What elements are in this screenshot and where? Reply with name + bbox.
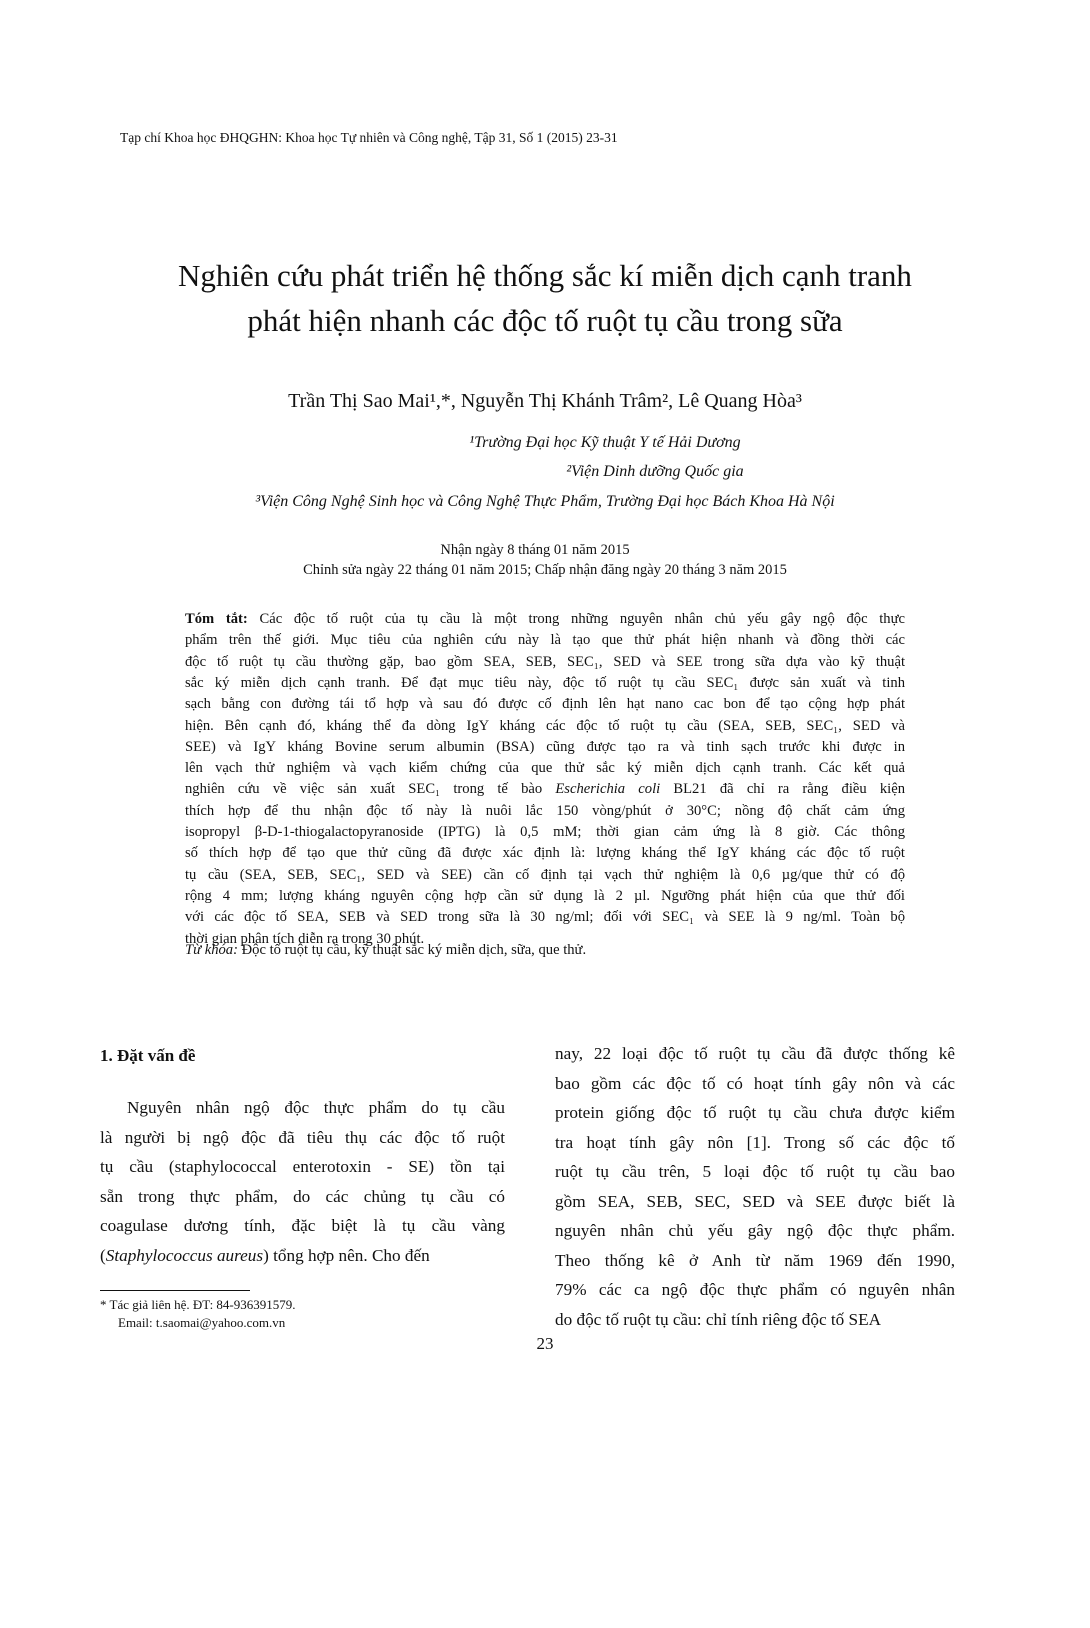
paper-title-line-1: Nghiên cứu phát triển hệ thống sắc kí miễn dịch cạnh tranh bbox=[178, 258, 912, 293]
keywords bbox=[185, 942, 586, 959]
authors: Trần Thị Sao Mai¹,*, Nguyễn Thị Khánh Trâm², Lê Quang Hòa³ bbox=[288, 390, 802, 412]
footnote-divider bbox=[100, 1290, 250, 1291]
text-line: tụ cầu (SEA, SEB, SEC₁, SED và SEE) cần cố định tại vạch thử nghiệm là 0,6 µg/que thử có độ bbox=[185, 866, 905, 883]
text-line: nghiên cứu về việc sản xuất SEC₁ trong tế bào Escherichia coli BL21 đã chỉ ra rằng điều kiện bbox=[185, 781, 905, 798]
text-line: 79% các ca ngộ độc thực phẩm có nguyên nhân bbox=[555, 1280, 955, 1299]
text-line: SEE) và IgY kháng Bovine serum albumin (BSA) cũng được tạo ra và tinh sạch trước khi được in bbox=[185, 738, 905, 755]
text-line: số thích hợp để tạo que thử cũng đã được xác định là: lượng kháng thể IgY kháng các độc tố ruột bbox=[185, 845, 905, 862]
text-line: Theo thống kê ở Anh từ năm 1969 đến 1990, bbox=[555, 1250, 955, 1270]
text-line: (Staphylococcus aureus) tổng hợp nên. Cho đến bbox=[100, 1245, 430, 1265]
text-line: hiện. Bên cạnh đó, kháng thể đa dòng IgY kháng các độc tố ruột tụ cầu (SEA, SEB, SEC₁, SED và bbox=[185, 717, 905, 734]
text-line: rộng 4 mm; lượng kháng nguyên cộng hợp cần sử dụng là 2 µl. Ngưỡng phát hiện của que thử đối bbox=[185, 887, 905, 904]
section-heading: 1. Đặt vấn đề bbox=[100, 1046, 196, 1065]
revised-accepted-date: Chỉnh sửa ngày 22 tháng 01 năm 2015; Chấp nhận đăng ngày 20 tháng 3 năm 2015 bbox=[303, 562, 787, 578]
text-line: sạch bằng con đường tái tổ hợp và sau đó được cố định lên hạt nano cac bon để tạo cộng hợp phát bbox=[185, 696, 905, 713]
text-line: tra hoạt tính gây nôn [1]. Trong số các độc tố bbox=[555, 1132, 955, 1152]
keywords-label: Từ khóa: bbox=[185, 942, 238, 958]
received-date: Nhận ngày 8 tháng 01 năm 2015 bbox=[440, 542, 630, 558]
text-line: do độc tố ruột tụ cầu: chỉ tính riêng độc tố SEA bbox=[555, 1309, 882, 1329]
affiliation-1: ¹Trường Đại học Kỹ thuật Y tế Hải Dương bbox=[469, 434, 741, 451]
text-line: protein giống độc tố ruột tụ cầu chưa được kiểm bbox=[555, 1103, 955, 1122]
text-line: phẩm trên thế giới. Mục tiêu của nghiên cứu này là tạo que thử phát hiện nhanh và đồng thời các bbox=[185, 632, 905, 649]
paper-title-line-2: phát hiện nhanh các độc tố ruột tụ cầu trong sữa bbox=[247, 303, 843, 338]
text-line: thích hợp để thu nhận độc tố này là nuôi lắc 150 vòng/phút ở 30°C; nồng độ chất cảm ứng bbox=[185, 802, 905, 819]
text-line: thời gian phân tích diễn ra trong 30 phút. bbox=[185, 930, 425, 947]
text-line: ruột tụ cầu trên, 5 loại độc tố ruột tụ cầu bao bbox=[555, 1162, 955, 1181]
affiliation-2: ²Viện Dinh dưỡng Quốc gia bbox=[566, 463, 744, 480]
page-number: 23 bbox=[536, 1334, 554, 1353]
text-line: với các độc tố SEA, SEB và SED trong sữa là 30 ng/ml; đối với SEC₁ và SEE là 9 ng/ml. Toàn bộ bbox=[185, 909, 905, 926]
text-line: nay, 22 loại độc tố ruột tụ cầu đã được thống kê bbox=[555, 1044, 955, 1063]
abstract-label: Tóm tắt: bbox=[185, 611, 248, 627]
text-line: sẵn trong thực phẩm, do các chủng tụ cầu có bbox=[100, 1186, 505, 1206]
text-line: coagulase dương tính, đặc biệt là tụ cầu vàng bbox=[100, 1216, 505, 1235]
text-line: lên vạch thử nghiệm và vạch kiểm chứng của que thử sắc ký miễn dịch cạnh tranh. Các kết quả bbox=[185, 760, 905, 777]
text-line: là người bị ngộ độc đã tiêu thụ các độc tố ruột bbox=[100, 1127, 505, 1147]
text-line: nguyên nhân chủ yếu gây ngộ độc thực phẩm. bbox=[555, 1221, 955, 1240]
text-line: tụ cầu (staphylococcal enterotoxin - SE) tồn tại bbox=[100, 1157, 505, 1176]
text-line: bao gồm các độc tố có hoạt tính gây nôn và các bbox=[555, 1073, 955, 1093]
text-line: gồm SEA, SEB, SEC, SED và SEE được biết là bbox=[555, 1191, 955, 1211]
text-line: sắc ký miễn dịch cạnh tranh. Để đạt mục tiêu này, độc tố ruột tụ cầu SEC₁ được sản xuất và tinh bbox=[185, 674, 905, 691]
text-line: Nguyên nhân ngộ độc thực phẩm do tụ cầu bbox=[127, 1098, 505, 1117]
footnote-contact: * Tác giả liên hệ. ĐT: 84-936391579. bbox=[100, 1297, 296, 1312]
affiliation-3: ³Viện Công Nghệ Sinh học và Công Nghệ Thực Phẩm, Trường Đại học Bách Khoa Hà Nội bbox=[255, 493, 835, 510]
journal-header: Tạp chí Khoa học ĐHQGHN: Khoa học Tự nhiên và Công nghệ, Tập 31, Số 1 (2015) 23-31 bbox=[120, 130, 618, 145]
text-line: isopropyl β-D-1-thiogalactopyranoside (IPTG) là 0,5 mM; thời gian cảm ứng là 8 giờ. Các thông bbox=[185, 824, 905, 840]
text-line: Tóm tắt: Các độc tố ruột của tụ cầu là một trong những nguyên nhân chủ yếu gây ngộ độc thực bbox=[185, 611, 905, 627]
footnote-email: Email: t.saomai@yahoo.com.vn bbox=[118, 1315, 286, 1330]
text-line: độc tố ruột tụ cầu thường gặp, bao gồm SEA, SEB, SEC₁, SED và SEE trong sữa dựa vào kỹ thuật bbox=[185, 653, 905, 670]
keywords-text: Độc tố ruột tụ cầu, kỹ thuật sắc ký miễn dịch, sữa, que thử. bbox=[237, 942, 587, 958]
